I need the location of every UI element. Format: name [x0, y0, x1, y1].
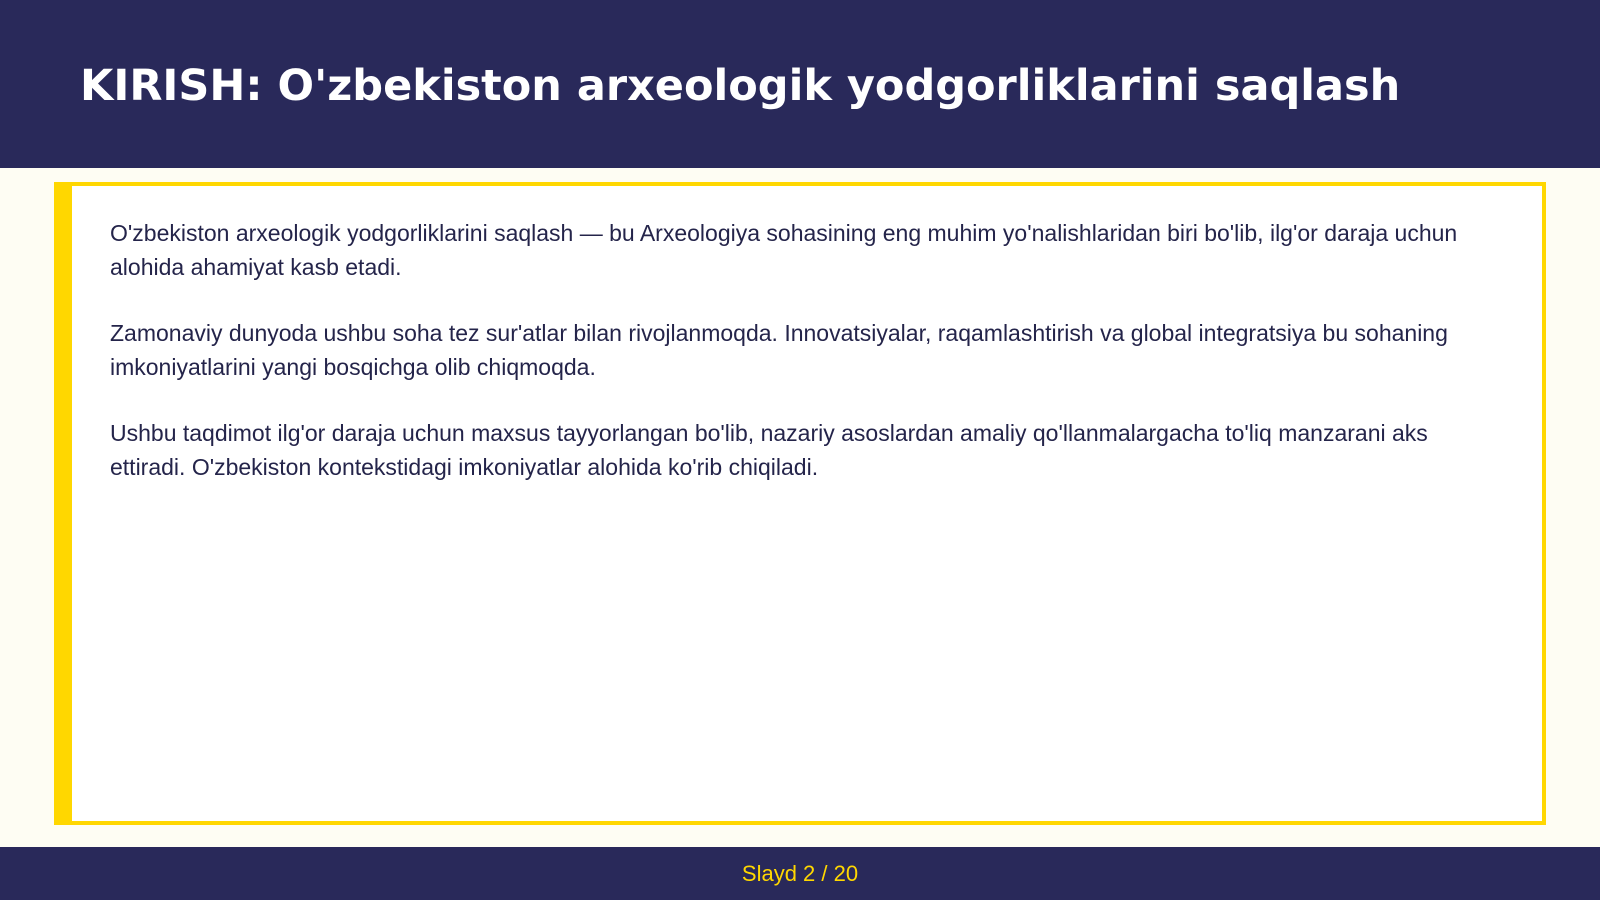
paragraph-presentation-scope: Ushbu taqdimot ilg'or daraja uchun maxsus tayyorlangan bo'lib, nazariy asoslardan amaliy qo'llanmalargacha to'liq manzarani aks ettiradi. O'zbekiston kontekstidagi imkoniyatlar alohida ko'rib chiqiladi.: [110, 420, 1428, 480]
content-box: [54, 182, 1546, 825]
slide-title: KIRISH: O'zbekiston arxeologik yodgorliklarini saqlash: [80, 61, 1401, 111]
slide-header: [0, 0, 1600, 168]
slide-footer: [0, 847, 1600, 900]
paragraph-modern-world: Zamonaviy dunyoda ushbu soha tez sur'atlar bilan rivojlanmoqda. Innovatsiyalar, raqamlashtirish va global integratsiya bu sohaning imkoniyatlarini yangi bosqichga olib chiqmoqda.: [110, 320, 1448, 380]
slide-counter: Slayd 2 / 20: [741, 861, 859, 886]
paragraph-intro: O'zbekiston arxeologik yodgorliklarini saqlash — bu Arxeologiya sohasining eng muhim yo'nalishlaridan biri bo'lib, ilg'or daraja uchun alohida ahamiyat kasb etadi.: [110, 220, 1458, 280]
